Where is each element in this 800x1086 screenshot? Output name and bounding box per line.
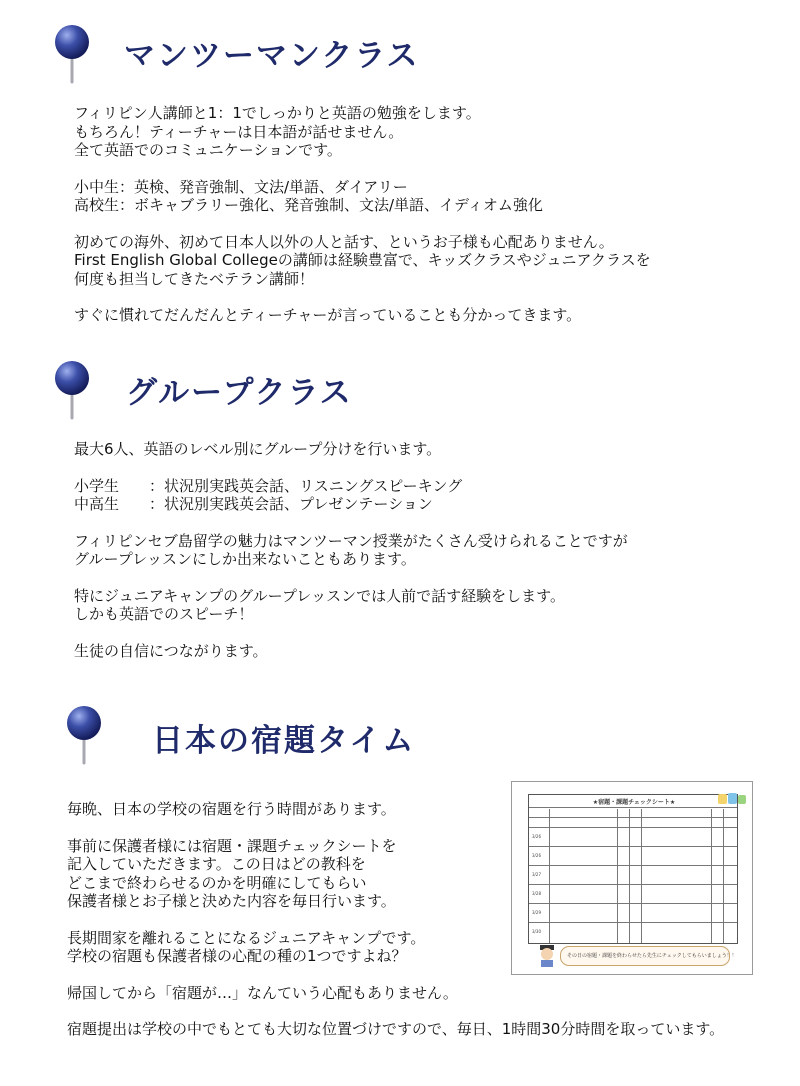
text-line: 事前に保護者様には宿題・課題チェックシートを xyxy=(67,836,397,855)
section-body xyxy=(74,104,651,325)
text-line: 長期間家を離れることになるジュニアキャンプです。 xyxy=(67,928,426,947)
checksheet-date: 3/29 xyxy=(532,910,541,915)
text-line: 初めての海外、初めて日本人以外の人と話す、というお子様も心配ありません。 xyxy=(74,232,614,251)
text-line: 保護者様とお子様と決めた内容を毎日行います。 xyxy=(67,892,396,910)
text-line: 記入していただきます。この日はどの教科を xyxy=(67,855,366,873)
section-heading: 日本の宿題タイム xyxy=(152,723,416,759)
text-line: 毎晩、日本の学校の宿題を行う時間があります。 xyxy=(67,800,396,818)
section-body xyxy=(74,440,628,660)
text-line: 生徒の自信につながります。 xyxy=(74,641,268,660)
pushpin-icon xyxy=(52,24,92,84)
text-line: 全て英語でのコミュニケーションです。 xyxy=(74,141,342,159)
checksheet-date: 3/28 xyxy=(532,891,541,896)
homework-checksheet-image xyxy=(511,781,753,975)
text-line: どこまで終わらせるのかを明確にしてもらい xyxy=(67,873,367,892)
text-line: 高校生：ボキャブラリー強化、発音強制、文法/単語、イディオム強化 xyxy=(74,196,543,214)
text-line: 最大6人、英語のレベル別にグループ分けを行います。 xyxy=(74,440,442,458)
text-line: 宿題提出は学校の中でもとても大切な位置づけですので、毎日、1時間30分時間を取っています。 xyxy=(67,1020,725,1038)
text-line: グループレッスンにしか出来ないこともあります。 xyxy=(74,550,416,568)
section-man-to-man xyxy=(0,0,800,345)
checksheet-date: 3/26 xyxy=(532,834,541,839)
teacher-mascot-icon xyxy=(537,943,557,967)
checksheet-date: 3/30 xyxy=(532,929,541,934)
text-line: 小中生：英検、発音強制、文法/単語、ダイアリー xyxy=(74,177,408,196)
section-group-class xyxy=(0,345,800,685)
checksheet-grid xyxy=(528,794,738,944)
text-line: 帰国してから「宿題が…」なんていう心配もありません。 xyxy=(67,983,458,1002)
text-line: 中高生 ：状況別実践英会話、プレゼンテーション xyxy=(74,495,433,513)
pushpin-icon xyxy=(64,705,104,765)
text-line: 学校の宿題も保護者様の心配の種の1つですよね？ xyxy=(67,947,407,965)
text-line: 小学生 ：状況別実践英会話、リスニングスピーキング xyxy=(74,476,463,495)
text-line: 何度も担当してきたベテラン講師！ xyxy=(74,269,315,288)
checksheet-date: 3/27 xyxy=(532,872,541,877)
checksheet-footer: その日の宿題・課題を終わらせたら先生にチェックしてもらいましょう！！ xyxy=(567,953,737,959)
text-line: すぐに慣れてだんだんとティーチャーが言っていることも分かってきます。 xyxy=(74,306,582,324)
text-line: フィリピンセブ島留学の魅力はマンツーマン授業がたくさん受けられることですが xyxy=(74,531,628,550)
section-heading: マンツーマンクラス xyxy=(124,38,420,74)
text-line: 特にジュニアキャンプのグループレッスンでは人前で話す経験をします。 xyxy=(74,586,565,605)
pushpin-icon xyxy=(52,360,92,420)
text-line: もちろん！ティーチャーは日本語が話せません。 xyxy=(74,122,404,141)
text-line: First English Global Collegeの講師は経験豊富で、キッズクラスやジュニアクラスを xyxy=(74,251,651,269)
stickers-icon xyxy=(717,792,747,806)
text-line: しかも英語でのスピーチ！ xyxy=(74,605,254,623)
checksheet-date: 3/26 xyxy=(532,853,541,858)
checksheet-footer-bubble xyxy=(560,946,737,966)
checksheet-title: ★宿題・課題チェックシート★ xyxy=(592,799,676,806)
text-line: フィリピン人講師と1：1でしっかりと英語の勉強をします。 xyxy=(74,104,481,122)
section-heading: グループクラス xyxy=(126,375,353,411)
